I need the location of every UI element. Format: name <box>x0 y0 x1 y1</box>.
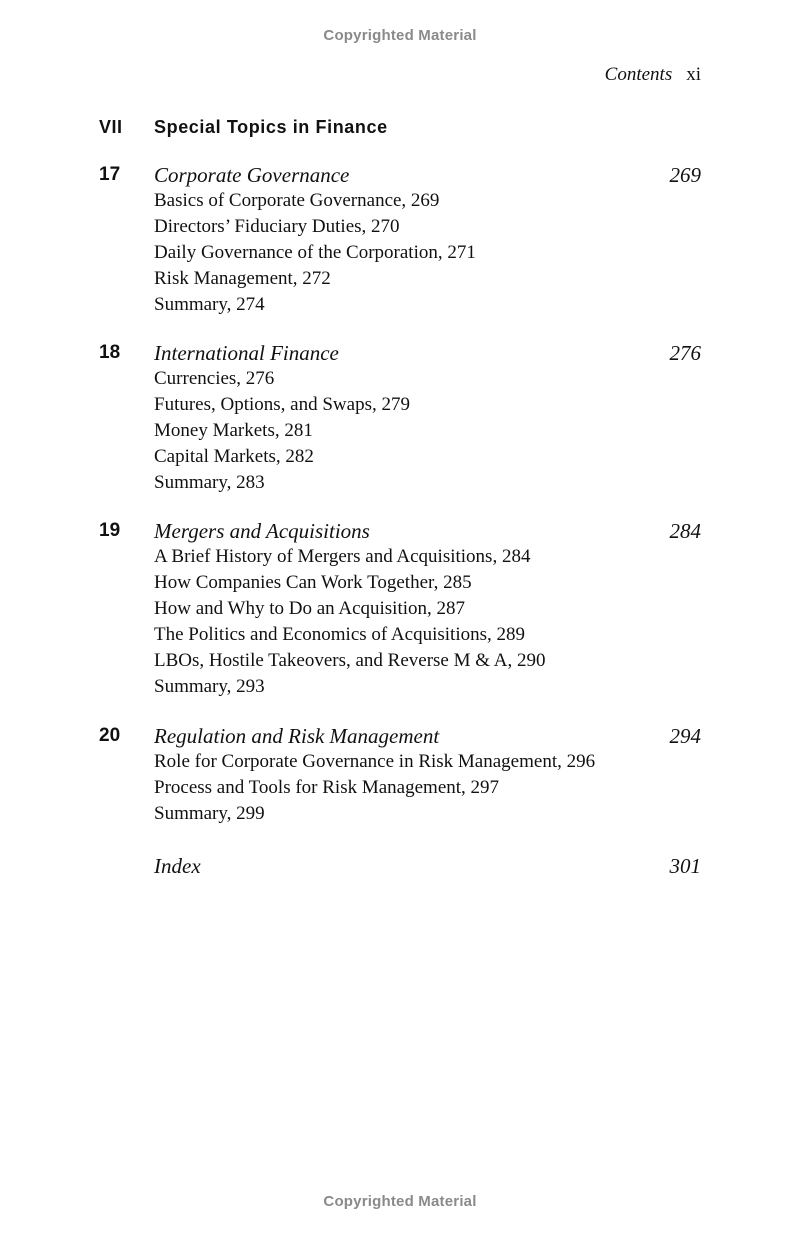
section-entry[interactable]: Summary, 274 <box>154 294 265 315</box>
section-entry[interactable]: Summary, 293 <box>154 676 265 697</box>
index-label: Index <box>154 854 201 878</box>
chapter-entry-18 <box>99 340 701 496</box>
chapter-entry-17 <box>99 162 701 318</box>
part-title: Special Topics in Finance <box>154 117 388 137</box>
chapter-heading <box>99 723 701 749</box>
section-list <box>154 188 701 318</box>
section-entry[interactable]: Capital Markets, 282 <box>154 446 314 467</box>
running-head <box>605 64 701 86</box>
chapter-number: 19 <box>99 520 121 541</box>
index-entry[interactable] <box>154 853 701 879</box>
section-entry[interactable]: Currencies, 276 <box>154 368 275 389</box>
running-head-page-number: xi <box>686 64 701 85</box>
chapter-heading <box>99 340 701 366</box>
section-list <box>154 544 701 700</box>
copyright-watermark-top: Copyrighted Material <box>323 27 477 44</box>
copyright-watermark-bottom: Copyrighted Material <box>323 1193 477 1210</box>
chapter-page-number: 284 <box>669 519 701 543</box>
chapter-title-link[interactable]: Regulation and Risk Management <box>154 724 440 748</box>
section-entry[interactable]: A Brief History of Mergers and Acquisitions, 284 <box>154 546 531 567</box>
chapter-page-number: 294 <box>669 724 701 748</box>
section-entry[interactable]: How and Why to Do an Acquisition, 287 <box>154 598 466 619</box>
index-page-number: 301 <box>669 854 701 878</box>
section-entry[interactable]: Money Markets, 281 <box>154 420 313 441</box>
part-heading <box>99 117 388 138</box>
chapter-page-number: 276 <box>669 341 701 365</box>
section-entry[interactable]: Futures, Options, and Swaps, 279 <box>154 394 410 415</box>
chapter-heading <box>99 162 701 188</box>
section-entry[interactable]: Risk Management, 272 <box>154 268 331 289</box>
section-entry[interactable]: Summary, 283 <box>154 472 265 493</box>
chapter-number: 20 <box>99 725 121 746</box>
section-entry[interactable]: The Politics and Economics of Acquisitions, 289 <box>154 624 525 645</box>
section-entry[interactable]: Basics of Corporate Governance, 269 <box>154 190 440 211</box>
section-list <box>154 749 701 827</box>
section-entry[interactable]: Role for Corporate Governance in Risk Management, 296 <box>154 751 596 772</box>
section-entry[interactable]: Daily Governance of the Corporation, 271 <box>154 242 476 263</box>
section-entry[interactable]: Summary, 299 <box>154 803 265 824</box>
section-list <box>154 366 701 496</box>
section-entry[interactable]: How Companies Can Work Together, 285 <box>154 572 472 593</box>
chapter-title-link[interactable]: Corporate Governance <box>154 163 350 187</box>
running-head-label: Contents <box>604 64 673 85</box>
chapter-title-link[interactable]: Mergers and Acquisitions <box>154 519 370 543</box>
chapter-page-number: 269 <box>669 163 701 187</box>
chapter-number: 18 <box>99 342 121 363</box>
section-entry[interactable]: LBOs, Hostile Takeovers, and Reverse M & A, 290 <box>154 650 546 671</box>
chapter-number: 17 <box>99 164 121 185</box>
chapter-title-link[interactable]: International Finance <box>154 341 339 365</box>
part-number: VII <box>99 117 123 137</box>
chapter-entry-20 <box>99 723 701 827</box>
section-entry[interactable]: Process and Tools for Risk Management, 297 <box>154 777 500 798</box>
chapter-heading <box>99 518 701 544</box>
section-entry[interactable]: Directors’ Fiduciary Duties, 270 <box>154 216 400 237</box>
chapter-entry-19 <box>99 518 701 700</box>
